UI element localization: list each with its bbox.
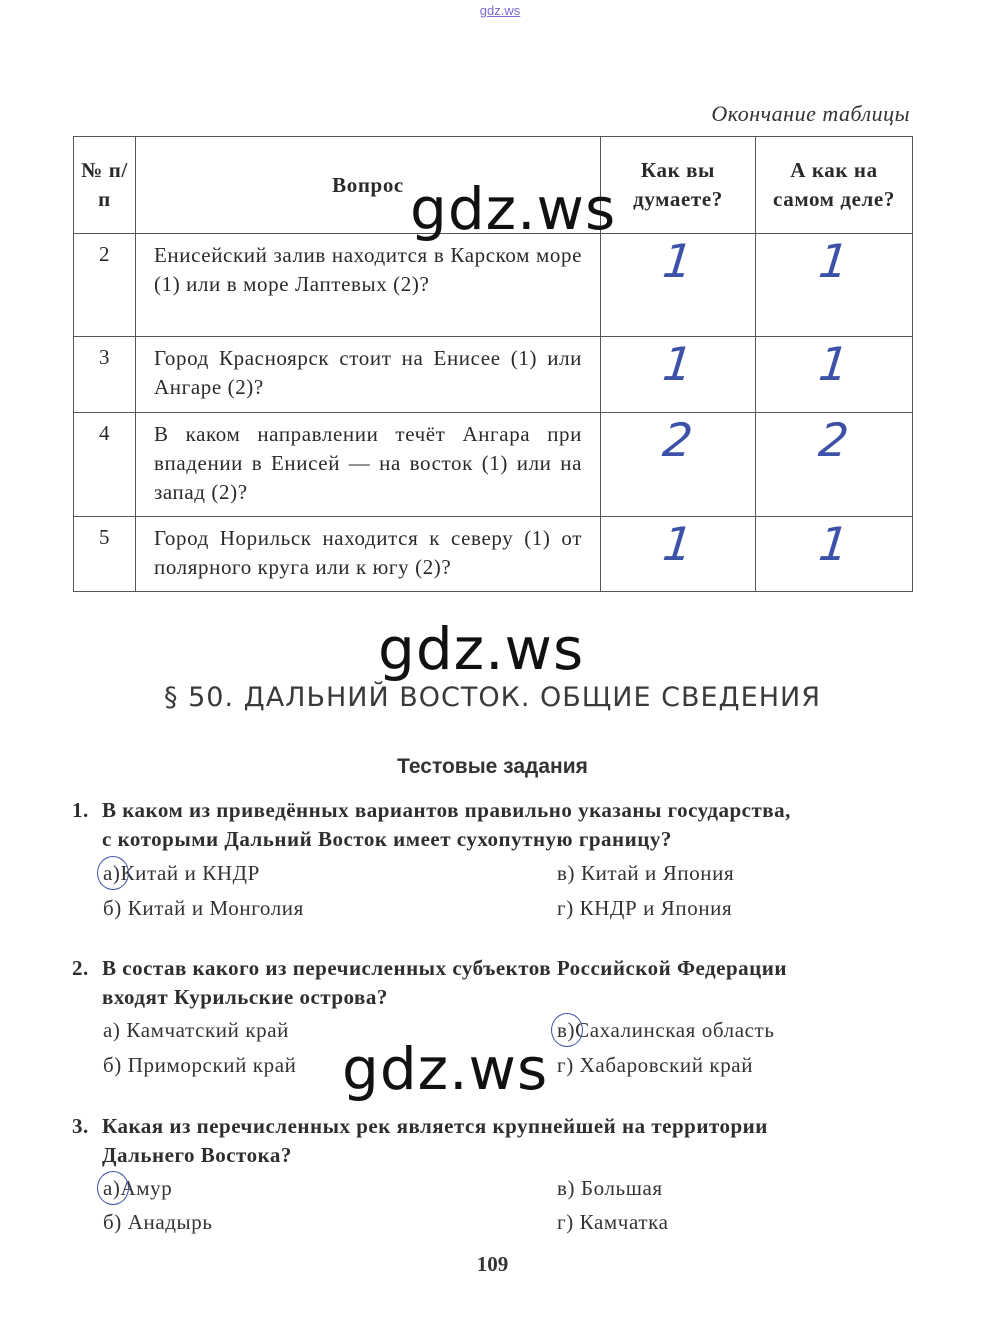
option-v[interactable]: в) Китай и Япония xyxy=(557,861,735,885)
row-think-answer: 1 xyxy=(601,337,756,413)
row-actual-answer: 2 xyxy=(756,413,913,517)
option-b[interactable]: б) Приморский край xyxy=(103,1053,297,1077)
table-row xyxy=(74,413,913,517)
row-num: 5 xyxy=(74,517,136,592)
answer-circle: а) xyxy=(103,861,121,885)
option-g[interactable]: г) Камчатка xyxy=(557,1210,669,1234)
answer-circle: а) xyxy=(103,1176,121,1200)
row-num: 3 xyxy=(74,337,136,413)
row-question: Енисейский залив находится в Карском море (1) или в море Лаптевых (2)? xyxy=(136,234,601,337)
header-num: № п/п xyxy=(74,137,136,234)
table-row xyxy=(74,517,913,592)
row-think-answer: 1 xyxy=(601,234,756,337)
header-actual: А как на самом деле? xyxy=(756,137,913,234)
option-b[interactable]: б) Анадырь xyxy=(103,1210,213,1234)
option-a[interactable]: а) Камчатский край xyxy=(103,1018,289,1042)
row-think-answer: 2 xyxy=(601,413,756,517)
option-g[interactable]: г) КНДР и Япония xyxy=(557,896,733,920)
option-b[interactable]: б) Китай и Монголия xyxy=(103,896,304,920)
sub-title: Тестовые задания xyxy=(397,755,588,778)
row-actual-answer: 1 xyxy=(756,234,913,337)
row-think-answer: 1 xyxy=(601,517,756,592)
option-v[interactable]: в)Сахалинская область xyxy=(557,1018,775,1042)
header-question: Вопрос xyxy=(136,137,601,234)
option-a[interactable]: а)Амур xyxy=(103,1176,173,1200)
watermark: gdz.ws xyxy=(378,615,585,683)
page-number: 109 xyxy=(476,1252,509,1276)
row-actual-answer: 1 xyxy=(756,517,913,592)
answer-circle: в) xyxy=(557,1018,576,1042)
question-3: 3. Какая из перечисленных рек является крупнейшей на территории Дальнего Востока? xyxy=(72,1114,768,1167)
watermark: gdz.ws xyxy=(410,175,617,243)
option-g[interactable]: г) Хабаровский край xyxy=(557,1053,754,1077)
row-num: 2 xyxy=(74,234,136,337)
table-caption: Окончание таблицы xyxy=(711,101,910,126)
row-actual-answer: 1 xyxy=(756,337,913,413)
table-row xyxy=(74,234,913,337)
row-question: В каком направлении течёт Ангара при впадении в Енисей — на восток (1) или на запад (2)? xyxy=(136,413,601,517)
row-num: 4 xyxy=(74,413,136,517)
row-question: Город Красноярск стоит на Енисее (1) или Ангаре (2)? xyxy=(136,337,601,413)
question-2: 2. В состав какого из перечисленных субъектов Российской Федерации входят Курильские острова? xyxy=(72,956,787,1009)
header-think: Как вы думаете? xyxy=(601,137,756,234)
site-link[interactable]: gdz.ws xyxy=(479,3,521,18)
watermark: gdz.ws xyxy=(342,1035,549,1103)
option-a[interactable]: а)Китай и КНДР xyxy=(103,861,260,885)
section-title: § 50. ДАЛЬНИЙ ВОСТОК. ОБЩИЕ СВЕДЕНИЯ xyxy=(164,682,821,713)
option-v[interactable]: в) Большая xyxy=(557,1176,663,1200)
question-1: 1. В каком из приведённых вариантов правильно указаны государства, с которыми Дальний Восток имеет сухопутную границу? xyxy=(72,798,791,851)
row-question: Город Норильск находится к северу (1) от полярного круга или к югу (2)? xyxy=(136,517,601,592)
table-row xyxy=(74,337,913,413)
